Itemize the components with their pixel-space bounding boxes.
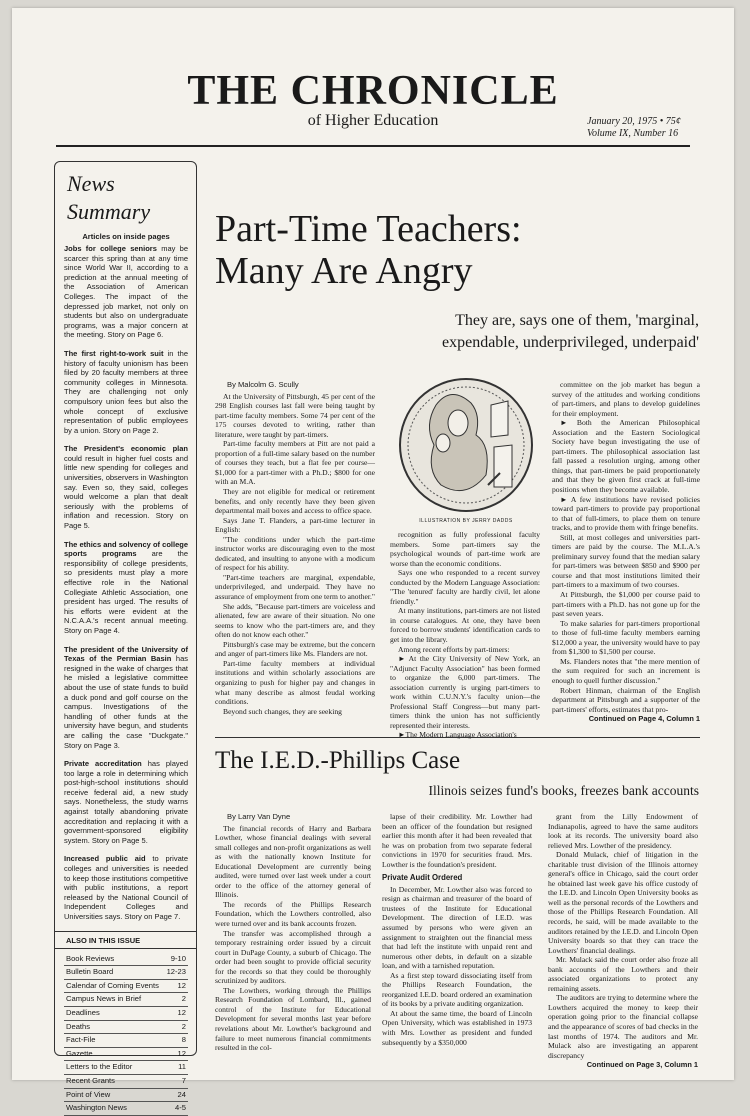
- summary-item-lead: Increased public aid: [64, 854, 146, 864]
- story2-subhead: Private Audit Ordered: [382, 873, 463, 883]
- story1-column-3: [552, 380, 700, 724]
- index-row[interactable]: [64, 993, 188, 1007]
- story1-paragraph: At Pittsburgh, the $1,000 per course paid to part-timers with a Ph.D. has not gone up for the past seven years.: [552, 590, 700, 619]
- index-page: 12-23: [166, 967, 186, 977]
- index-label: Washington News: [66, 1103, 127, 1113]
- index-label: Calendar of Coming Events: [66, 980, 159, 990]
- index-row[interactable]: [64, 1021, 188, 1035]
- summary-item-lead: The ethics and solvency of college sports programs: [64, 539, 188, 559]
- divider: [55, 948, 196, 949]
- story1-paragraph: "The conditions under which the part-time instructor works are discouraging even to the most dedicated, and insulting to anyone with a modicum of respect for his ability.: [215, 534, 375, 573]
- story1-paragraph: ►The Modern Language Association's: [398, 730, 517, 740]
- story1-paragraph: At many institutions, part-timers are not listed in course catalogues. At one, they have been forced to borrow students' identification cards to get into the library.: [390, 606, 540, 645]
- masthead-subtitle: of Higher Education: [307, 112, 439, 129]
- story2-paragraph: In December, Mr. Lowther also was forced to resign as chairman and treasurer of the board of trustees of the Institute for Educational Development. The direction of I.E.D. was assumed by persons who were given an assignment to straighten out the financial mess that had left the institute with unpaid rent and numerous other debts, in default on a sizable loan, and with a tarnished reputation.: [382, 884, 532, 971]
- story1-paragraph: She adds, "Because part-timers are voiceless and alienated, few are aware of their situation. No one seems to know who the part-timers are, and they often do not know each other.": [215, 601, 375, 640]
- summary-item-text: may be scarcer this spring than at any time since World War II, according to a prediction at the annual meeting of the Association of American Colleges. The impact of the depressed job market, not only on students but also on undergraduate programs, was a major concern at the meeting. Story on Page 6.: [64, 244, 188, 340]
- story1-paragraph: Says one who responded to a recent survey conducted by the Modern Language Association: "The 'tenured' faculty are hardly civil, let alone friendly.": [390, 568, 540, 606]
- masthead-rule: [56, 145, 690, 147]
- index-label: Point of View: [66, 1089, 111, 1099]
- index-page: 2: [181, 1021, 186, 1031]
- summary-item-lead: The president of the University of Texas of the Permian Basin: [64, 644, 188, 664]
- story2-paragraph: The records of the Phillips Research Foundation, which the Lowthers controlled, also were turned over and its bank accounts frozen.: [215, 899, 371, 929]
- index-row[interactable]: [64, 953, 188, 967]
- story2-paragraph: At about the same time, the board of Lincoln Open University, which was established in 1973 with Mrs. Lowther as president and funded subsequently by a $350,000: [382, 1008, 532, 1047]
- story1-paragraph: Part-time faculty members at Pitt are not paid a proportion of a full-time salary based on the number of courses they teach, but a flat fee per course—$1,000 for a part-timer with a Ph.D.; $800 for one with an M.A.: [215, 439, 375, 487]
- illustration-credit: ILLUSTRATION BY JERRY DADDS: [419, 518, 513, 524]
- deck-line-2: expendable, underprivileged, underpaid': [441, 334, 699, 351]
- story1-byline: By Malcolm G. Scully: [227, 380, 299, 389]
- story2-column-3: [548, 812, 698, 1070]
- story1-paragraph: At the University of Pittsburgh, 45 per cent of the 298 English courses last fall were being taught by part-time faculty members. Some 74 per cent of the 175 courses devoted to writing, rather than literature, were taught by part-timers.: [215, 391, 375, 439]
- index-page: 11: [178, 1062, 186, 1072]
- index-label: Campus News in Brief: [66, 994, 142, 1004]
- news-summary-title-2: Summary: [67, 199, 151, 224]
- index-page: 12: [177, 980, 186, 990]
- story2-paragraph: The Lowthers, working through the Phillips Research Foundation of Lombard, Ill., gained control of the Institute for Educational Development for several months last year before revelations about Mr. Lowther's background and failure to meet numerous financial commitments resulted in the col-: [215, 985, 371, 1053]
- illustration-woman-and-child-medallion: [396, 375, 536, 515]
- story1-paragraph: Beyond such changes, they are seeking: [223, 706, 342, 716]
- index-page: 8: [181, 1035, 186, 1045]
- summary-item-text: has played too large a role in determining which post-high-school institutions should receive federal aid, a new study says. Nonetheless, the study warns against totally abandoning private accreditation and replacing it with a government-sponsored eligibility system. Story on Page 5.: [64, 759, 188, 845]
- index-row[interactable]: [64, 1061, 188, 1075]
- index-row[interactable]: [64, 1075, 188, 1089]
- summary-item: [64, 244, 188, 340]
- story2-paragraph: The auditors are trying to determine where the Lowthers acquired the money to keep their operation going prior to the financial collapse and the appearance of scores of bad checks in the last months of 1974. The auditors and Mr. Mulack also are investigating an apparent discrepancy: [548, 993, 698, 1060]
- story2-headline: The I.E.D.-Phillips Case: [215, 747, 461, 774]
- summary-item-lead: The President's economic plan: [64, 444, 188, 454]
- story1-paragraph: Part-time faculty members at individual institutions and within scholarly associations are organizing to push for higher pay and changes in what many describe as almost feudal working conditions.: [215, 658, 375, 707]
- news-summary-subtitle: Articles on inside pages: [82, 232, 170, 241]
- index-page: 2: [181, 994, 186, 1004]
- index-page: 24: [177, 1089, 186, 1099]
- index-label: Gazette: [66, 1048, 93, 1058]
- index-row[interactable]: [64, 966, 188, 980]
- story1-paragraph: Robert Hinman, chairman of the English department at Pittsburgh and a supporter of the part-timers' efforts, estimates that pro-: [552, 685, 700, 714]
- story1-paragraph: ► A few institutions have revised policies toward part-timers to provide pay proportional to that of full-timers, to place them on tenure tracks, and to provide them with fringe benefits.: [552, 494, 700, 533]
- story2-column-2: [382, 812, 532, 1047]
- also-in-issue-title: ALSO IN THIS ISSUE: [66, 935, 141, 945]
- summary-item-lead: The first right-to-work suit: [64, 348, 164, 358]
- masthead-title: THE CHRONICLE: [187, 68, 559, 114]
- summary-item-lead: Private accreditation: [64, 759, 142, 769]
- story2-paragraph: As a first step toward dissociating itself from the Phillips Research Foundation, the reorganized I.E.D. board ordered an examination of its books by a private auditing organization.: [382, 970, 532, 1009]
- story2-paragraph: The financial records of Harry and Barbara Lowther, whose financial dealings with several small colleges and non-profit organizations as well as with the nationally known Institute for Educational Development are currently being audited, were turned over last week under a court order to the office of the attorney general of Illinois.: [215, 823, 371, 900]
- headline-line-1: Part-Time Teachers:: [215, 208, 522, 250]
- story2-paragraph: The transfer was accomplished through a temporary restraining order issued by a circuit court in DuPage County, a suburb of Chicago. The order had been sought to provide official security for the records so that they could be thoroughly scrutinized by auditors.: [215, 928, 371, 986]
- index-label: Deadlines: [66, 1007, 100, 1017]
- dateline: [587, 116, 727, 140]
- story1-paragraph: ► At the City University of New York, an "Adjunct Faculty Association" has been formed to organize the 6,000 part-timers. The association currently is urging part-timers to work within C.U.N.Y.'s faculty union—the Professional Staff Congress—but many part-timers think the union has not sufficiently represented their interests.: [390, 654, 540, 730]
- story2-deck: Illinois seizes fund's books, freezes bank accounts: [428, 783, 699, 798]
- index-page: 12: [177, 1007, 186, 1017]
- index-label: Recent Grants: [66, 1075, 115, 1085]
- story2-byline: By Larry Van Dyne: [227, 812, 291, 821]
- summary-item: [64, 854, 188, 921]
- index-row[interactable]: [64, 1089, 188, 1103]
- index-label: Book Reviews: [66, 953, 115, 963]
- story1-paragraph: Among recent efforts by part-timers:: [398, 644, 510, 654]
- index-page: 12: [177, 1048, 186, 1058]
- index-row[interactable]: [64, 1048, 188, 1062]
- headline-line-2: Many Are Angry: [215, 250, 473, 292]
- index-row[interactable]: [64, 1007, 188, 1021]
- issue-volume: Volume IX, Number 16: [587, 128, 679, 139]
- story1-paragraph: ► Both the American Philosophical Association and the Eastern Sociological Society have begun investigating the use of part-timers. The philosophical association last fall passed a resolution urging, among other things, that part-timers be paid proportionately and that they be given first crack at full-time positions when they become available.: [552, 418, 700, 495]
- summary-item: [64, 349, 188, 435]
- summary-item-lead: Jobs for college seniors: [64, 244, 157, 253]
- index-label: Deaths: [66, 1021, 91, 1031]
- summary-item: [64, 759, 188, 845]
- summary-item-text: could result in higher fuel costs and little new spending for colleges and universities, observers in Washington say. Even so, they said, colleges would welcome a plan that dealt seriously with the problems of inflation and recession. Story on Page 5.: [64, 453, 188, 531]
- index-row[interactable]: [64, 1102, 188, 1116]
- index-label: Letters to the Editor: [66, 1062, 133, 1072]
- story1-paragraph: committee on the job market has begun a survey of the attitudes and working conditions of part-timers, and plans to develop guidelines for their employment.: [552, 380, 700, 418]
- story1-column-1: [215, 380, 375, 716]
- story2-paragraph: Mr. Mulack said the court order also froze all bank accounts of the Lowthers and their associated organizations to protect any remaining assets.: [548, 955, 698, 993]
- summary-item-text: in the history of faculty unionism has been filed by 20 faculty members at three community colleges in Minnesota. They are challenging not only compulsory union fees but also the whole concept of exclusive representation of public employees by a union. Story on Page 2.: [64, 348, 188, 435]
- story2-column-1: [215, 812, 371, 1053]
- story2-continued[interactable]: Continued on Page 3, Column 1: [586, 1060, 698, 1070]
- story1-paragraph: They are not eligible for medical or retirement benefits, and only recently have they been given departmental mail boxes and access to office space.: [215, 487, 375, 516]
- news-summary-items: [64, 244, 188, 922]
- summary-item-text: are the responsibility of college presidents, so presidents must play a more effective role in the National Collegiate Athletic Association, one president has urged. The results of his efforts were evident at the N.C.A.A.'s recent annual meeting. Story on Page 4.: [64, 549, 188, 635]
- issue-index: [64, 953, 188, 1116]
- story1-paragraph: Pittsburgh's case may be extreme, but the concern and anger of part-timers like Ms. Flanders are not.: [215, 639, 375, 659]
- issue-date: January 20, 1975 • 75¢: [587, 116, 681, 127]
- story1-paragraph: Ms. Flanders notes that "the mere mention of the sum required for such an increment is enough to quell further discussion.": [552, 656, 700, 685]
- story1-deck: [374, 310, 699, 354]
- index-page: 4-5: [175, 1103, 186, 1113]
- deck-line-1: They are, says one of them, 'marginal,: [455, 312, 699, 329]
- news-summary-title: News: [67, 171, 115, 196]
- index-row[interactable]: [64, 980, 188, 994]
- newspaper-page: [12, 8, 734, 1113]
- summary-item-text: has resigned in the wake of charges that he misled a legislative committee about the use of state funds to build a duck pond and golf course on the campus. Investigations of the handling of other funds at the university have begun, and students are calling the case "Duckgate." Story on Page 3.: [64, 654, 188, 750]
- divider: [55, 931, 196, 932]
- story1-paragraph: Says Jane T. Flanders, a part-time lecturer in English:: [215, 515, 375, 535]
- index-page: 9-10: [170, 953, 186, 963]
- story1-continued[interactable]: Continued on Page 4, Column 1: [588, 714, 700, 724]
- story1-paragraph: recognition as fully professional faculty members. Some part-timers say the psychological wounds of part-time work are worse than the economic conditions.: [390, 530, 540, 568]
- summary-item-text: to private colleges and universities is needed to keep those institutions competitive with public institutions, a report released by the National Council of Independent Colleges and Universities says. Story on Page 7.: [64, 854, 189, 921]
- summary-item: [64, 444, 188, 530]
- index-row[interactable]: [64, 1034, 188, 1048]
- story2-paragraph: grant from the Lilly Endowment of Indianapolis, agreed to have the same auditors look at its records. The university board also relieved Mrs. Lowther of the presidency.: [548, 812, 698, 850]
- news-summary-box: [54, 161, 197, 1113]
- index-label: Fact-File: [66, 1035, 96, 1045]
- story-divider: [215, 737, 700, 738]
- index-label: Bulletin Board: [66, 967, 114, 977]
- story2-paragraph: lapse of their credibility. Mr. Lowther had been an officer of the foundation but resigned earlier this month after it had been revealed that he was on probation from two separate federal convictions in 1970 for securities fraud. Mrs. Lowther is the foundation's president.: [382, 812, 532, 869]
- story1-column-2: [390, 530, 540, 740]
- story1-headline: [215, 208, 695, 292]
- story1-paragraph: Still, at most colleges and universities part-timers are paid by the course. The M.L.A.'s preliminary survey found that the median salary for part-timers was between $850 and $900 per course and that most institutions limited their part-timers to a maximum of two courses.: [552, 532, 700, 590]
- summary-item: [64, 540, 188, 636]
- summary-item: [64, 645, 188, 751]
- story1-paragraph: "Part-time teachers are marginal, expendable, underprivileged, and underpaid. They have no assurance of employment from one term to another.": [215, 572, 375, 602]
- index-page: 7: [181, 1075, 186, 1085]
- story1-paragraph: To make salaries for part-timers proportional to those of full-time faculty members earning $12,000 a year, the university would have to pay from $1,300 to $1,500 per course.: [552, 618, 700, 657]
- story2-paragraph: Donald Mulack, chief of litigation in the charitable trust division of the Illinois attorney general's office in Chicago, said the court order he obtained last week gave his office custody of the I.E.D. and Lincoln Open University books as well as the personal records of the Lowthers and those of the Phillips Research Foundation. All records, he said, will be made available to the auditors retained by the I.E.D. and Lincoln Open University boards so that they can trace the Lowthers' financial dealings.: [548, 850, 698, 955]
